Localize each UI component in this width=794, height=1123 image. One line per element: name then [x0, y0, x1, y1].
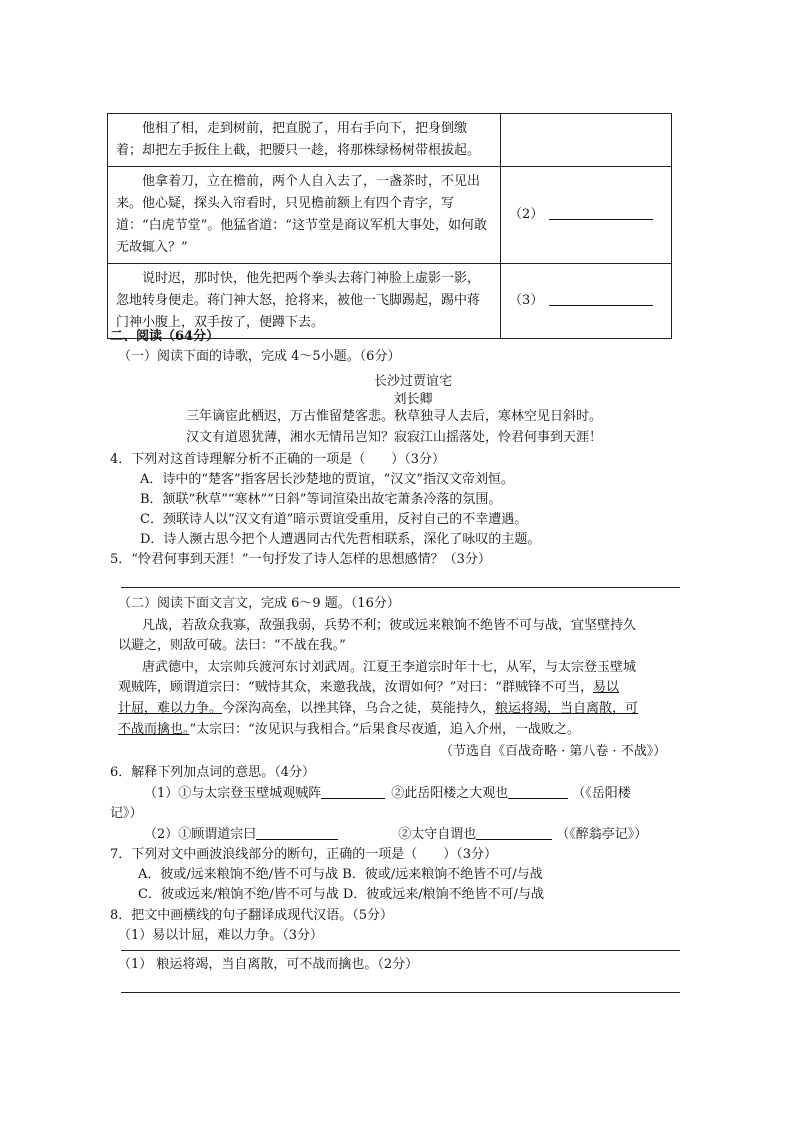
- answer-label: （3）: [509, 293, 544, 308]
- answer-cell[interactable]: [501, 167, 672, 264]
- options-ab: A．彼或/远来粮饷不绝/皆不可与战 B．彼或/远来粮饷不绝皆不可/与战: [138, 867, 543, 882]
- options-cd: C．彼或远来/粮饷不绝/皆不可与战 D．彼或远来/粮饷不绝皆不可/与战: [138, 887, 545, 902]
- question-4: 4．下列对这首诗理解分析不正确的一项是（ ）（3分）: [110, 452, 446, 467]
- question-6-2: （2）①顾谓道宗曰 ②太守自谓也 （《醉翁亭记》）: [144, 827, 648, 842]
- section-heading: 二、阅读（64分）: [110, 329, 220, 344]
- part2-intro: （二）阅读下面文言文，完成 6～9 题。（16分）: [118, 596, 400, 611]
- passage-line: 以避之，则敌可破。法曰：“不战在我。”: [118, 638, 346, 653]
- passage-line: 观贼阵，顾谓道宗曰：“贼恃其众，来邀我战，汝谓如何？”对曰：“群贼锋不可当，易以: [118, 680, 619, 695]
- question-6-1: （1）①与太宗登玉壁城观贼阵 ②此岳阳楼之大观也 （《岳阳楼: [144, 786, 631, 801]
- source-note: （节选自《百战奇略 · 第八卷 · 不战》）: [440, 744, 667, 759]
- answer-cell[interactable]: [501, 114, 672, 167]
- question-6: 6．解释下列加点词的意思。（4分）: [110, 765, 316, 780]
- answer-blank[interactable]: [321, 785, 385, 799]
- answer-blank[interactable]: [508, 785, 568, 799]
- poem-title: 长沙过贾谊宅: [373, 374, 452, 389]
- option-c: C．颈联诗人以“汉文有道”暗示贾谊受重用，反衬自己的不幸遭遇。: [140, 512, 528, 527]
- option-b: B．颔联“秋草”“寒林”“日斜”等词渲染出故宅萧条冷落的氛围。: [140, 492, 502, 507]
- answer-line[interactable]: [121, 950, 680, 951]
- underlined-sentence: 粮运将竭，当自离散，可: [495, 701, 639, 716]
- passage-line: 唐武德中，太宗帅兵渡河东讨刘武周。江夏王李道宗时年十七，从军，与太宗登玉壁城: [142, 660, 637, 675]
- question-8-2: （1） 粮运将竭，当自离散，可不战而擒也。（2分）: [118, 957, 419, 972]
- question-5: 5．“怜君何事到天涯！”一句抒发了诗人怎样的思想感情？（3分）: [110, 552, 491, 567]
- part1-intro: （一）阅读下面的诗歌，完成 4～5小题。（6分）: [118, 349, 401, 364]
- answer-blank[interactable]: [476, 826, 552, 840]
- passage-cell: 说时迟，那时快，他先把两个拳头去蒋门神脸上虚影一影，忽地转身便走。蒋门神大怒，抢将来，被他一飞脚踢起，踢中蒋门神小腹上，双手按了，便蹲下去。: [108, 264, 501, 339]
- poem-author: 刘长卿: [393, 392, 433, 407]
- answer-label: （2）: [509, 207, 544, 222]
- answer-cell[interactable]: [501, 264, 672, 339]
- passage-cell: 他相了相，走到树前，把直脱了，用右手向下，把身倒缴着；却把左手扳住上截，把腰只一趁，将那株绿杨树带根拔起。: [108, 114, 501, 167]
- answer-table: [107, 113, 672, 339]
- answer-blank[interactable]: [549, 291, 653, 306]
- poem-line: 三年谪宦此栖迟，万古惟留楚客悲。秋草独寻人去后，寒林空见日斜时。: [186, 409, 603, 424]
- answer-blank[interactable]: [256, 826, 338, 840]
- underlined-sentence: 易以: [592, 680, 619, 695]
- table-row: [108, 167, 672, 264]
- answer-blank[interactable]: [549, 205, 653, 220]
- passage-line: 不战而擒也。”太宗曰：“汝见识与我相合。”后果食尽夜遁，追入介州，一战败之。: [118, 722, 580, 737]
- answer-line[interactable]: [121, 587, 680, 588]
- table-row: [108, 114, 672, 167]
- answer-line[interactable]: [121, 992, 680, 993]
- option-d: D．诗人濒古思今把个人遭遇同古代先哲相联系，深化了咏叹的主题。: [140, 532, 541, 547]
- underlined-sentence: 计屈，难以力争。: [118, 701, 223, 716]
- option-a: A．诗中的“楚客”指客居长沙楚地的贾谊，“汉文”指汉文帝刘恒。: [140, 472, 514, 487]
- underlined-sentence: 不战而擒也。: [118, 722, 190, 737]
- poem-line: 汉文有道恩犹薄，湘水无情吊岂知？寂寂江山摇落处，怜君何事到天涯！: [186, 430, 603, 445]
- question-8: 8．把文中画横线的句子翻译成现代汉语。（5分）: [110, 908, 394, 923]
- passage-line: 凡战，若敌众我寡，敌强我弱，兵势不利；彼或远来粮饷不绝皆不可与战，宜坚壁持久: [142, 618, 637, 633]
- passage-line: 计屈，难以力争。今深沟高垒，以挫其锋，乌合之徒，莫能持久，粮运将竭，当自离散，可: [118, 701, 639, 716]
- passage-cell: 他拿着刀，立在檐前，两个人自入去了，一盏茶时，不见出来。他心疑，探头入帘看时，只见檐前额上有四个青字，写道：“白虎节堂”。他猛省道：“这节堂是商议军机大事处，如何敢无故辄入？”: [108, 167, 501, 264]
- question-6-1-cont: 记》）: [110, 806, 143, 821]
- question-7: 7．下列对文中画波浪线部分的断句，正确的一项是（ ）（3分）: [110, 847, 498, 862]
- question-8-1: （1）易以计屈，难以力争。（3分）: [118, 928, 324, 943]
